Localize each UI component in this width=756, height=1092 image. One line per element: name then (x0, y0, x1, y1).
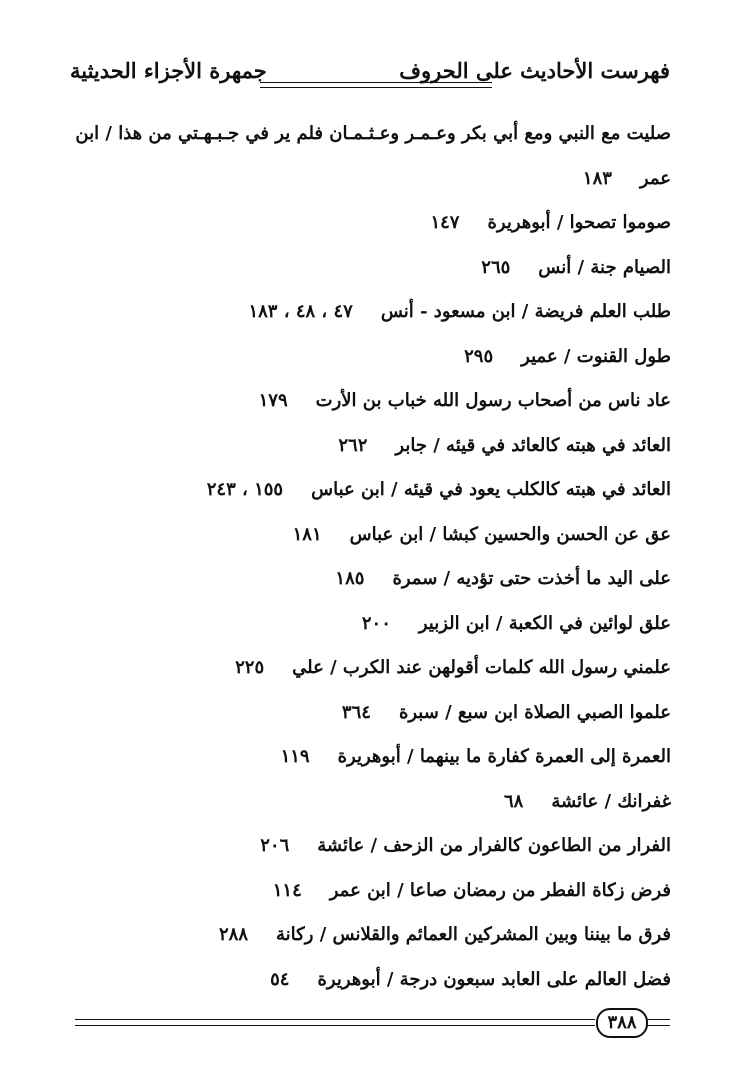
index-entry (71, 557, 671, 602)
index-entry (71, 958, 671, 1003)
entry-text: صوموا تصحوا / أبوهريرة (487, 212, 671, 233)
index-entry (71, 513, 671, 558)
index-entry (71, 201, 671, 246)
entry-pages: ١١٩ (280, 746, 310, 767)
index-entry (71, 290, 671, 335)
index-entry (71, 913, 671, 958)
entry-pages: ٢٩٥ (464, 345, 494, 367)
entry-pages: ٥٤ (270, 968, 290, 990)
entry-text: الصيام جنة / أنس (538, 256, 671, 278)
entry-pages: ١١٤ (272, 879, 302, 901)
entry-text: على اليد ما أخذت حتى تؤديه / سمرة (392, 568, 671, 589)
index-entry (71, 379, 671, 424)
entry-pages: ٢٠٦ (260, 835, 290, 856)
entry-pages: ٤٧ ، ٤٨ ، ١٨٣ (248, 301, 353, 322)
index-entry (71, 646, 671, 691)
index-entry (71, 691, 671, 736)
entry-text: العائد في هبته كالكلب يعود في قيئه / ابن عباس (311, 479, 671, 500)
entry-text: فرق ما بيننا وبين المشركين العمائم والقلانس / ركانة (276, 924, 671, 945)
entry-pages: ١٨٥ (335, 568, 365, 589)
entry-pages: ١٥٥ ، ٢٤٣ (206, 479, 284, 500)
index-entry (71, 112, 671, 201)
entry-pages: ٢٦٥ (481, 256, 511, 278)
entry-pages: ٢٢٥ (235, 657, 265, 678)
footer-divider-short (645, 1019, 670, 1026)
entry-text: غفرانك / عائشة (551, 790, 671, 812)
entry-pages: ١٤٧ (430, 212, 460, 233)
entry-text: علموا الصبي الصلاة ابن سبع / سبرة (398, 701, 671, 723)
index-entry (71, 335, 671, 380)
entry-text: الفرار من الطاعون كالفرار من الزحف / عائشة (317, 835, 671, 856)
entry-text: العمرة إلى العمرة كفارة ما بينهما / أبوهريرة (337, 746, 671, 767)
index-entry (71, 869, 671, 914)
entry-pages: ٣٦٤ (341, 701, 371, 723)
footer-divider (75, 1019, 595, 1026)
entry-pages: ١٧٩ (258, 390, 288, 411)
entry-text: العائد في هبته كالعائد في قيئه / جابر (395, 434, 671, 456)
index-title: فهرست الأحاديث على الحروف (399, 58, 670, 83)
entry-pages: ٦٨ (503, 790, 524, 812)
page-header (70, 58, 670, 98)
entry-text: صليت مع النبي ومع أبي بكر وعـمـر وعـثـمـان فلم ير في جـبـهـتي من هذا / ابن (75, 123, 671, 144)
entry-pages: ١٨١ (292, 523, 322, 545)
entry-text: طلب العلم فريضة / ابن مسعود - أنس (380, 301, 671, 322)
entry-text: عق عن الحسن والحسين كبشا / ابن عباس (349, 523, 671, 545)
entry-text: طول القنوت / عمير (521, 345, 671, 367)
entry-text: علمني رسول الله كلمات أقولهن عند الكرب / علي (292, 657, 671, 678)
entry-text: فضل العالم على العابد سبعون درجة / أبوهريرة (317, 968, 671, 990)
entry-text: علق لوائين في الكعبة / ابن الزبير (418, 612, 671, 634)
page-number-badge: ٣٨٨ (596, 1008, 648, 1038)
header-divider (260, 82, 492, 88)
entry-text-continued: عمر (639, 167, 671, 189)
entry-text: فرض زكاة الفطر من رمضان صاعا / ابن عمر (329, 879, 671, 901)
book-title: جمهرة الأجزاء الحديثية (70, 58, 267, 83)
entry-pages: ١٨٣ (582, 167, 612, 189)
entry-pages: ٢٠٠ (361, 612, 391, 634)
index-entry (71, 602, 671, 647)
index-entry (71, 824, 671, 869)
entry-pages: ٢٦٢ (338, 434, 368, 456)
index-entry (71, 246, 671, 291)
entry-text: عاد ناس من أصحاب رسول الله خباب بن الأرت (315, 390, 671, 411)
hadith-index-list (71, 112, 671, 1002)
index-entry (71, 424, 671, 469)
entry-pages: ٢٨٨ (219, 924, 249, 945)
index-entry (71, 780, 671, 825)
index-entry (71, 735, 671, 780)
index-entry (71, 468, 671, 513)
